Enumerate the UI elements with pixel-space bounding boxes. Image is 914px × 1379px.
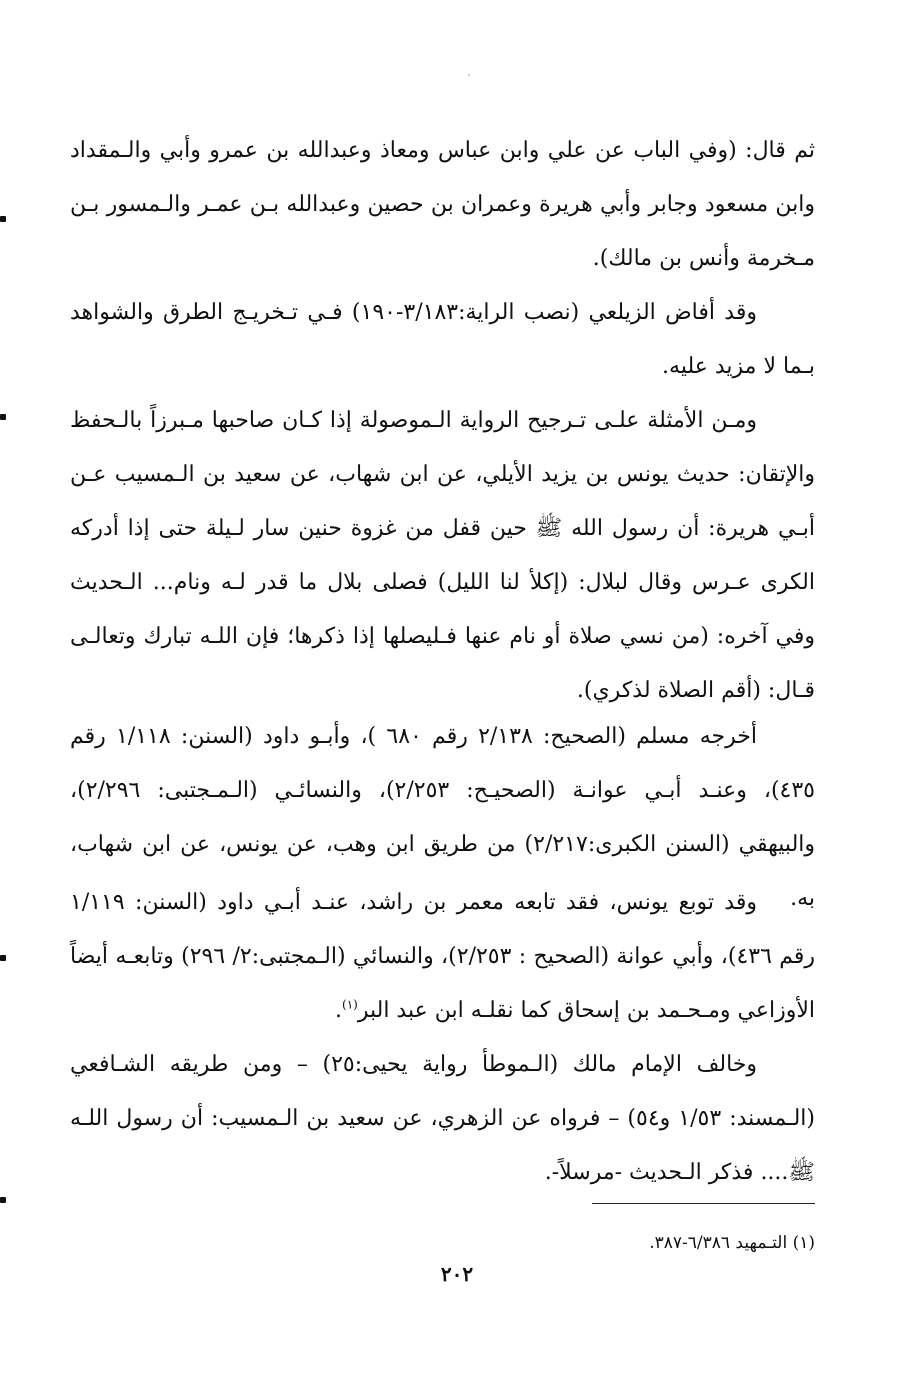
- paragraph-text: وقد أفاض الزيلعي (نصب الراية:٣/١٨٣-١٩٠) فـي تـخريـج الطرق والشواهد بـما لا مزيد عليه.: [70, 300, 815, 379]
- body-paragraph-6: [70, 1038, 815, 1200]
- scan-speck: [468, 74, 470, 76]
- page-number: ٢٠٢: [440, 1262, 474, 1286]
- margin-mark-3: [0, 955, 6, 961]
- body-paragraph-1: [70, 124, 815, 286]
- paragraph-text-main: وقد توبع يونس، فقد تابعه معمر بن راشد، عنـد أبـي داود (السنن: ١/١١٩ رقم ٤٣٦)، وأبي عوانة (الصحيح : ٢/٢٥٣)، والنسائي (الـمجتبى:٢/ ٢٩٦) وتابعـه أيضاً الأوزاعي ومـحـمد بن إسحاق كما نقلـه ابن عبد البر: [70, 890, 816, 1023]
- footnote-separator: [592, 1203, 815, 1204]
- footnote-reference[interactable]: (١): [342, 997, 358, 1012]
- paragraph-text-end: .: [335, 998, 343, 1023]
- body-paragraph-3: [70, 394, 815, 718]
- paragraph-text: وخالف الإمام مالك (الـموطأ رواية يحيى:٢٥) – ومن طريقه الشـافعي (الـمسند: ١/٥٣ و٥٤) – فرواه عن الزهري، عن سعيد بن الـمسيب: أن رسول اللـه ﷺ.... فذكر الـحديث -مرسلاً-.: [70, 1052, 815, 1185]
- paragraph-text: [70, 876, 815, 1038]
- footnote: [420, 1228, 815, 1258]
- paragraph-text: ثم قال: (وفي الباب عن علي وابن عباس ومعاذ وعبدالله بن عمرو وأبي والـمقداد وابن مسعود وجابر وأبي هريرة وعمران بن حصين وعبدالله بـن عمـر والـمسور بـن مـخرمة وأنس بن مالك).: [70, 138, 815, 271]
- body-paragraph-5: [70, 876, 815, 1038]
- body-paragraph-2: [70, 286, 815, 394]
- footnote-text: التـمهيد ٦/٣٨٦-٣٨٧.: [649, 1233, 788, 1253]
- paragraph-text: ومـن الأمثلة علـى تـرجيح الرواية الـموصولة إذا كـان صاحبها مـبرزاً بالـحفظ والإتقان: حديث يونس بن يزيد الأيلي، عن ابن شهاب، عن سعيد بن الـمسيب عـن أبـي هريرة: أن رسول الله ﷺ حين قفل من غزوة حنين سار لـيلة حتى إذا أدركه الكرى عـرس وقال لبلال: (إكلأ لنا الليل) فصلى بلال ما قدر لـه ونام... الـحديث وفي آخره: (من نسي صلاة أو نام عنها فـليصلها إذا ذكرها؛ فإن اللـه تبارك وتعالـى قـال: (أقم الصلاة لذكري).: [70, 408, 815, 703]
- footnote-marker: (١): [792, 1233, 815, 1253]
- margin-mark-1: [0, 216, 6, 222]
- margin-mark-4: [0, 1197, 6, 1203]
- paragraph-text: أخرجه مسلم (الصحيح: ٢/١٣٨ رقم ٦٨٠ )، وأبـو داود (السنن: ١/١١٨ رقم ٤٣٥)، وعنـد أبـي عوانـة (الصحيـح: ٢/٢٥٣)، والنسائـي (الـمـجتبى: ٢/٢٩٦)، والبيهقي (السنن الكبرى:٢/٢١٧) من طريق ابن وهب، عن يونس، عن ابن شهاب، به.: [70, 724, 816, 911]
- margin-mark-2: [0, 414, 6, 420]
